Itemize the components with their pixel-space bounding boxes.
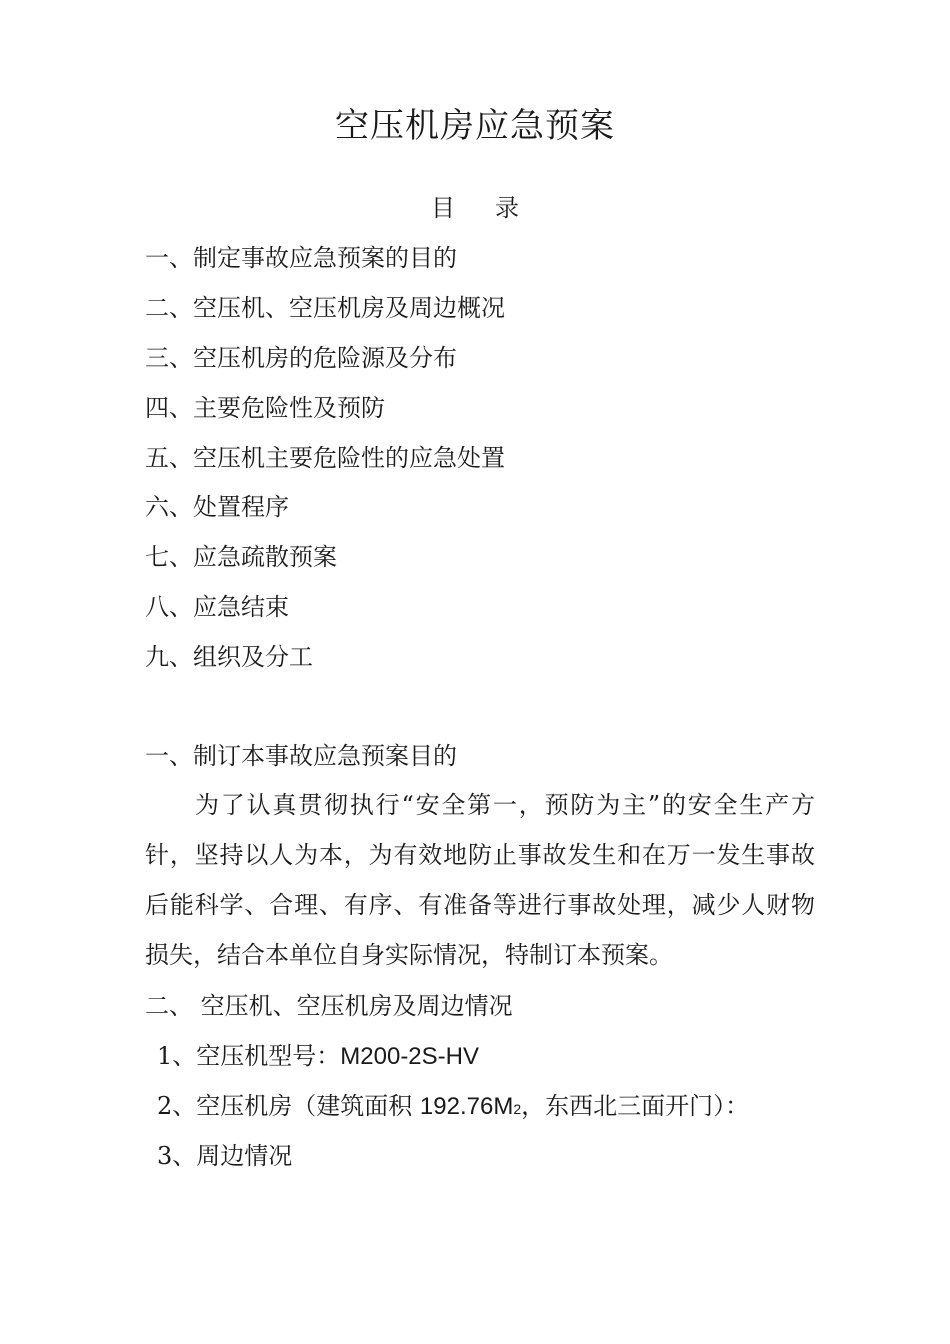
document-title: 空压机房应急预案 [335,106,615,146]
section1-paragraph: 为了认真贯彻执行“安全第一，预防为主”的安全生产方针，坚持以人为本，为有效地防止事故发生和在万一发生事故后能科学、合理、有序、有准备等进行事故处理，减少人财物损失，结合本单位自身实际情况，特制订本预案。 [145,791,815,969]
toc-heading [0,192,950,224]
toc-heading-right: 录 [495,194,519,222]
section1-heading: 一、制订本事故应急预案目的 [145,742,457,770]
toc-item: 四、主要危险性及预防 [145,394,385,422]
toc-item: 五、空压机主要危险性的应急处置 [145,444,505,472]
item2-prefix: 2、空压机房（建筑面积 [157,1092,420,1120]
toc-item: 九、组织及分工 [145,643,313,671]
compressor-model: M200-2S-HV [340,1043,479,1070]
building-area: 192.76M [419,1093,514,1120]
section2-item-2 [157,1090,749,1125]
toc-item: 六、处置程序 [145,493,289,521]
section2-item-1 [157,1040,479,1073]
toc-item: 三、空压机房的危险源及分布 [145,344,457,372]
item2-suffix: ，东西北三面开门）： [521,1092,750,1120]
toc-item: 一、制定事故应急预案的目的 [145,244,457,272]
area-unit-exponent: 2 [513,1101,522,1117]
section2-item-3: 3、周边情况 [157,1142,293,1170]
toc-item: 二、空压机、空压机房及周边概况 [145,294,505,322]
toc-item: 八、应急结束 [145,593,289,621]
item1-prefix: 1、空压机型号： [157,1042,341,1070]
toc-heading-left: 目 [431,194,455,222]
section2-heading: 二、 空压机、空压机房及周边情况 [145,992,513,1020]
toc-item: 七、应急疏散预案 [145,543,337,571]
